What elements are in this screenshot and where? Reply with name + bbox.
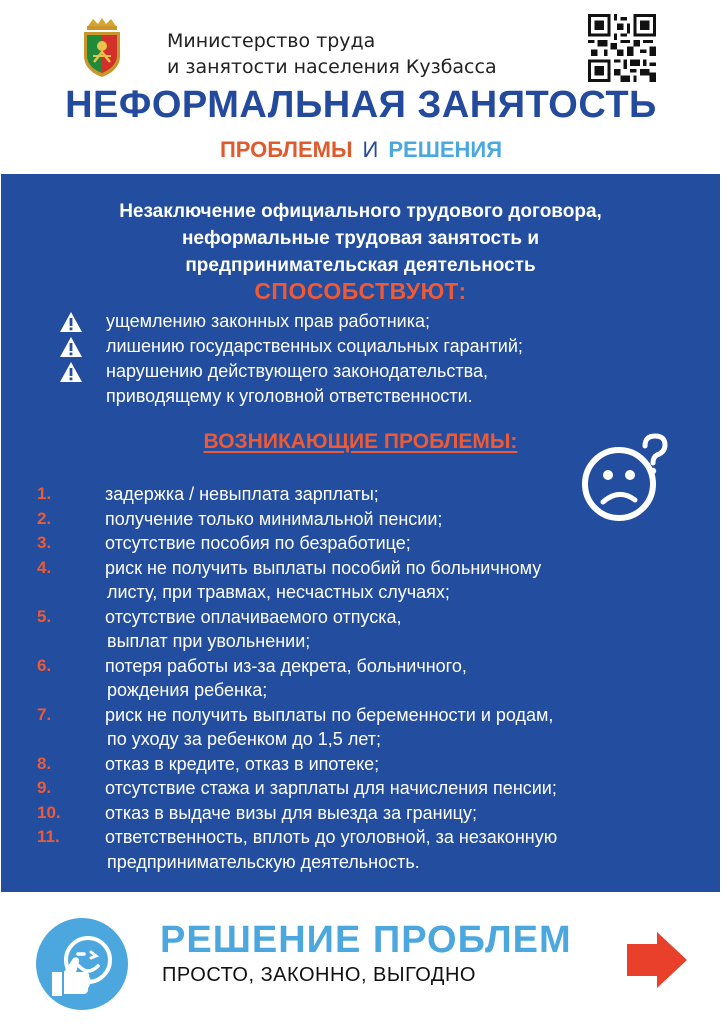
- warning-list: [59, 309, 699, 409]
- intro-line-1: Незаключение официального трудового договора,: [119, 201, 602, 222]
- subtitle-and: И: [362, 137, 379, 162]
- problem-number: 11.: [37, 827, 60, 846]
- problem-item: [37, 482, 717, 507]
- warning-text: приводящему к уголовной ответственности.: [106, 386, 473, 406]
- promote-heading: СПОСОБСТВУЮТ:: [254, 278, 467, 304]
- problem-text: задержка / невыплата зарплаты;: [105, 484, 379, 504]
- warning-item: [59, 359, 699, 409]
- subtitle-solutions: РЕШЕНИЯ: [388, 137, 503, 162]
- problem-text: получение только минимальной пенсии;: [105, 508, 443, 529]
- problems-panel: [1, 174, 720, 892]
- problem-number: 7.: [37, 704, 52, 724]
- intro-line-2: неформальные трудовая занятость и: [181, 228, 540, 249]
- intro-text: [1, 198, 720, 279]
- warning-item: [59, 334, 699, 359]
- problem-number: 4.: [37, 557, 52, 577]
- problems-list: [37, 482, 717, 874]
- problem-item: [37, 776, 717, 801]
- problem-number: 1.: [37, 484, 52, 503]
- footer: [0, 900, 722, 1024]
- problem-number: 2.: [37, 508, 52, 528]
- page-title: НЕФОРМАЛЬНАЯ ЗАНЯТОСТЬ: [65, 84, 657, 126]
- problem-number: 10.: [37, 802, 61, 822]
- solution-subtitle: ПРОСТО, ЗАКОННО, ВЫГОДНО: [162, 964, 476, 986]
- problem-text: листу, при травмах, несчастных случаях;: [107, 582, 450, 602]
- problem-text: отсутствие пособия по безработице;: [105, 533, 411, 553]
- arrow-right-icon[interactable]: [623, 928, 689, 992]
- problem-text: ответственность, вплоть до уголовной, за незаконную: [105, 827, 558, 847]
- problem-item: [37, 703, 717, 752]
- problem-item: [37, 654, 717, 703]
- ministry-line-2: и занятости населения Кузбасса: [167, 56, 497, 78]
- header: [0, 0, 722, 170]
- coat-of-arms-icon: [80, 16, 124, 78]
- warning-text: нарушению действующего законодательства,: [106, 361, 488, 381]
- problem-text: риск не получить выплаты по беременности и родам,: [105, 704, 554, 725]
- subtitle-problems: ПРОБЛЕМЫ: [219, 137, 353, 162]
- thumbs-up-wink-icon: [34, 916, 130, 1012]
- problem-number: 5.: [37, 606, 52, 626]
- problem-text: по уходу за ребенком до 1,5 лет;: [107, 729, 381, 749]
- problem-text: выплат при увольнении;: [107, 631, 311, 651]
- warning-text: ущемлению законных прав работника;: [106, 311, 430, 331]
- problem-text: потеря работы из-за декрета, больничного,: [105, 655, 467, 676]
- qr-code-icon[interactable]: [588, 14, 656, 82]
- problem-item: [37, 507, 717, 532]
- problem-item: [37, 752, 717, 777]
- ministry-name: [167, 28, 497, 80]
- warning-triangle-icon: [59, 361, 83, 383]
- problem-text: отказ в выдаче визы для выезда за границу;: [105, 802, 477, 823]
- problem-number: 6.: [37, 655, 52, 675]
- problem-text: отказ в кредите, отказ в ипотеке;: [105, 753, 380, 774]
- warning-text: лишению государственных социальных гарантий;: [106, 336, 523, 356]
- ministry-line-1: Министерство труда: [167, 30, 376, 52]
- problem-item: [37, 605, 717, 654]
- problem-item: [37, 556, 717, 605]
- problem-item: [37, 825, 717, 874]
- problem-number: 9.: [37, 778, 52, 797]
- problem-item: [37, 531, 717, 556]
- warning-item: [59, 309, 699, 334]
- problem-text: предпринимательскую деятельность.: [107, 851, 420, 872]
- page-subtitle: [0, 137, 722, 163]
- problem-text: отсутствие стажа и зарплаты для начисления пенсии;: [105, 778, 557, 798]
- problem-number: 8.: [37, 753, 52, 773]
- problem-text: отсутствие оплачиваемого отпуска,: [105, 606, 402, 627]
- problem-text: рождения ребенка;: [107, 680, 268, 700]
- problem-number: 3.: [37, 533, 52, 552]
- intro-line-3: предпринимательская деятельность: [185, 255, 536, 276]
- warning-triangle-icon: [59, 336, 83, 358]
- problems-heading: ВОЗНИКАЮЩИЕ ПРОБЛЕМЫ:: [203, 430, 518, 453]
- problem-text: риск не получить выплаты пособий по больничному: [105, 557, 542, 578]
- solution-title: РЕШЕНИЕ ПРОБЛЕМ: [160, 919, 572, 961]
- warning-triangle-icon: [59, 311, 83, 333]
- problem-item: [37, 801, 717, 826]
